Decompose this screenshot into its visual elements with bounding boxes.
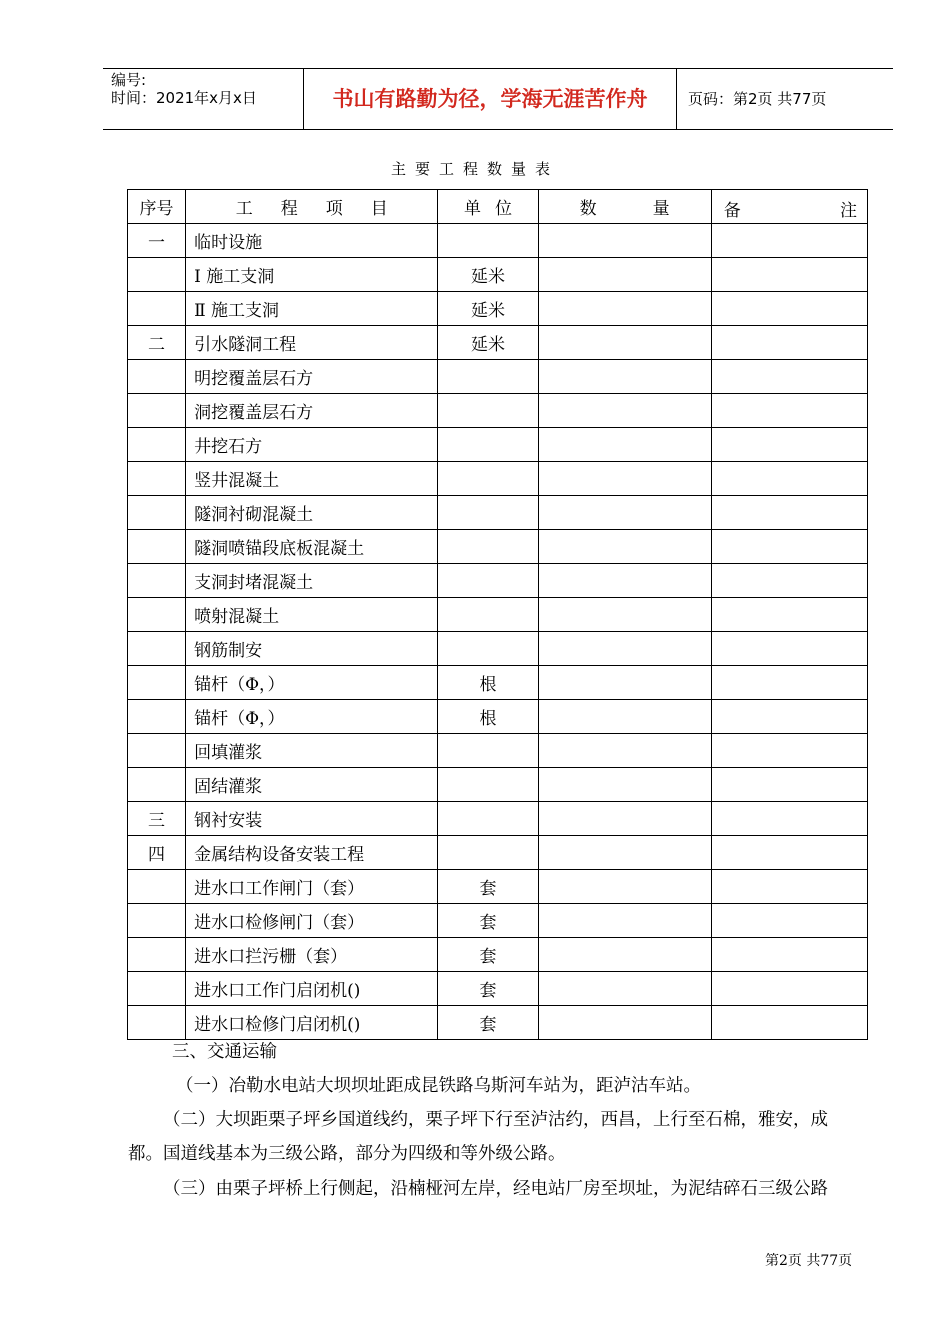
row-unit: 套 (438, 938, 538, 972)
row-no (128, 632, 186, 666)
row-no (128, 530, 186, 564)
table-header-row (128, 190, 868, 224)
row-no: 三 (128, 802, 186, 836)
row-note (711, 904, 867, 938)
table-row (128, 428, 868, 462)
row-item: 进水口检修闸门（套） (186, 904, 438, 938)
row-unit: 套 (438, 870, 538, 904)
row-item: 井挖石方 (186, 428, 438, 462)
row-no (128, 428, 186, 462)
row-unit (438, 632, 538, 666)
row-unit (438, 530, 538, 564)
row-no (128, 394, 186, 428)
paragraph-2-line-1: （二）大坝距栗子坪乡国道线约，栗子坪下行至泸沽约，西昌，上行至石棉，雅安，成 (163, 1110, 828, 1130)
row-item: 临时设施 (186, 224, 438, 258)
row-note (711, 530, 867, 564)
row-qty (538, 632, 711, 666)
row-item: 洞挖覆盖层石方 (186, 394, 438, 428)
row-note (711, 326, 867, 360)
row-no (128, 292, 186, 326)
row-unit: 套 (438, 904, 538, 938)
row-item: 竖井混凝土 (186, 462, 438, 496)
row-qty (538, 666, 711, 700)
table-row (128, 564, 868, 598)
row-no (128, 360, 186, 394)
document-header (103, 68, 893, 130)
table-row (128, 496, 868, 530)
row-qty (538, 428, 711, 462)
paragraph-3: （三）由栗子坪桥上行侧起，沿楠桠河左岸，经电站厂房至坝址，为泥结碎石三级公路 (163, 1179, 828, 1199)
table-row (128, 734, 868, 768)
row-no (128, 870, 186, 904)
table-row (128, 360, 868, 394)
row-note (711, 972, 867, 1006)
row-note (711, 564, 867, 598)
header-page-info: 页码：第2页 共77页 (688, 90, 827, 108)
row-no (128, 700, 186, 734)
page-footer: 第2页 共77页 (765, 1253, 853, 1269)
row-item: 回填灌浆 (186, 734, 438, 768)
paragraph-2-line-2: 都。国道线基本为三级公路，部分为四级和等外级公路。 (128, 1144, 566, 1164)
table-row (128, 326, 868, 360)
row-note (711, 394, 867, 428)
row-qty (538, 1006, 711, 1040)
row-item: 固结灌浆 (186, 768, 438, 802)
row-note (711, 428, 867, 462)
row-no (128, 462, 186, 496)
header-qty (538, 190, 711, 224)
row-no (128, 938, 186, 972)
row-unit (438, 360, 538, 394)
row-no (128, 666, 186, 700)
row-note (711, 632, 867, 666)
table-row (128, 972, 868, 1006)
row-note (711, 938, 867, 972)
row-qty (538, 326, 711, 360)
row-item: Ⅰ 施工支洞 (186, 258, 438, 292)
row-qty (538, 870, 711, 904)
row-item: 锚杆（Φ，） (186, 700, 438, 734)
header-qty-a: 数 (579, 199, 597, 219)
table-row (128, 666, 868, 700)
table-row (128, 394, 868, 428)
row-unit: 根 (438, 666, 538, 700)
table-row (128, 258, 868, 292)
row-note (711, 836, 867, 870)
header-qty-b: 量 (652, 199, 670, 219)
section-heading: 三、交通运输 (172, 1042, 277, 1062)
header-no: 序号 (128, 190, 186, 224)
row-item: 隧洞喷锚段底板混凝土 (186, 530, 438, 564)
row-no (128, 972, 186, 1006)
row-note (711, 870, 867, 904)
row-qty (538, 904, 711, 938)
row-note (711, 768, 867, 802)
table-row (128, 904, 868, 938)
row-qty (538, 802, 711, 836)
row-item: 锚杆（Φ，） (186, 666, 438, 700)
row-no (128, 496, 186, 530)
row-item: 隧洞衬砌混凝土 (186, 496, 438, 530)
row-note (711, 734, 867, 768)
header-meta (103, 69, 304, 129)
row-note (711, 462, 867, 496)
row-qty (538, 768, 711, 802)
row-item: 进水口工作闸门（套） (186, 870, 438, 904)
row-item: 钢筋制安 (186, 632, 438, 666)
table-row (128, 700, 868, 734)
row-unit (438, 428, 538, 462)
row-no (128, 734, 186, 768)
row-note (711, 496, 867, 530)
row-unit: 延米 (438, 326, 538, 360)
row-note (711, 224, 867, 258)
row-qty (538, 530, 711, 564)
row-no (128, 904, 186, 938)
row-item: 进水口检修门启闭机() (186, 1006, 438, 1040)
row-no (128, 768, 186, 802)
row-note (711, 292, 867, 326)
table-row (128, 1006, 868, 1040)
row-item: 钢衬安装 (186, 802, 438, 836)
row-item: 金属结构设备安装工程 (186, 836, 438, 870)
row-unit (438, 802, 538, 836)
code-label: 编号: (111, 71, 147, 89)
table-row (128, 870, 868, 904)
row-item: 喷射混凝土 (186, 598, 438, 632)
row-qty (538, 938, 711, 972)
header-note-a: 备 (723, 201, 741, 221)
row-note (711, 258, 867, 292)
row-no (128, 564, 186, 598)
table-row (128, 462, 868, 496)
row-note (711, 802, 867, 836)
row-unit (438, 564, 538, 598)
table-row (128, 802, 868, 836)
row-qty (538, 972, 711, 1006)
row-unit (438, 496, 538, 530)
header-unit: 单位 (438, 190, 538, 224)
table-row (128, 598, 868, 632)
row-no (128, 1006, 186, 1040)
table-row (128, 938, 868, 972)
header-motto: 书山有路勤为径，学海无涯苦作舟 (304, 69, 677, 129)
header-note (711, 190, 867, 224)
row-qty (538, 462, 711, 496)
row-item: Ⅱ 施工支洞 (186, 292, 438, 326)
row-item: 进水口拦污栅（套） (186, 938, 438, 972)
row-qty (538, 360, 711, 394)
row-note (711, 700, 867, 734)
row-note (711, 598, 867, 632)
row-qty (538, 598, 711, 632)
row-note (711, 1006, 867, 1040)
row-note (711, 666, 867, 700)
row-qty (538, 496, 711, 530)
row-item: 明挖覆盖层石方 (186, 360, 438, 394)
row-item: 引水隧洞工程 (186, 326, 438, 360)
row-unit (438, 768, 538, 802)
row-qty (538, 224, 711, 258)
table-row (128, 768, 868, 802)
row-no: 一 (128, 224, 186, 258)
header-note-b: 注 (840, 201, 857, 221)
row-no (128, 598, 186, 632)
header-item: 工程项目 (186, 190, 438, 224)
table-row (128, 292, 868, 326)
quantity-table (127, 189, 868, 1040)
row-no: 二 (128, 326, 186, 360)
row-item: 支洞封堵混凝土 (186, 564, 438, 598)
table-row (128, 530, 868, 564)
row-unit: 根 (438, 700, 538, 734)
row-qty (538, 836, 711, 870)
row-no (128, 258, 186, 292)
time-label: 时间：2021年x月x日 (111, 89, 257, 107)
table-title: 主要工程数量表 (390, 160, 559, 178)
paragraph-1: （一）冶勒水电站大坝坝址距成昆铁路乌斯河车站为，距泸沽车站。 (176, 1076, 701, 1096)
row-item: 进水口工作门启闭机() (186, 972, 438, 1006)
row-unit (438, 836, 538, 870)
row-unit (438, 462, 538, 496)
row-note (711, 360, 867, 394)
row-unit: 延米 (438, 292, 538, 326)
row-unit: 延米 (438, 258, 538, 292)
row-qty (538, 258, 711, 292)
row-qty (538, 700, 711, 734)
table-row (128, 632, 868, 666)
row-qty (538, 292, 711, 326)
row-unit (438, 394, 538, 428)
row-unit: 套 (438, 972, 538, 1006)
row-unit (438, 598, 538, 632)
row-no: 四 (128, 836, 186, 870)
row-qty (538, 564, 711, 598)
row-qty (538, 394, 711, 428)
row-unit (438, 734, 538, 768)
row-qty (538, 734, 711, 768)
table-row (128, 836, 868, 870)
row-unit (438, 224, 538, 258)
table-row (128, 224, 868, 258)
row-unit: 套 (438, 1006, 538, 1040)
